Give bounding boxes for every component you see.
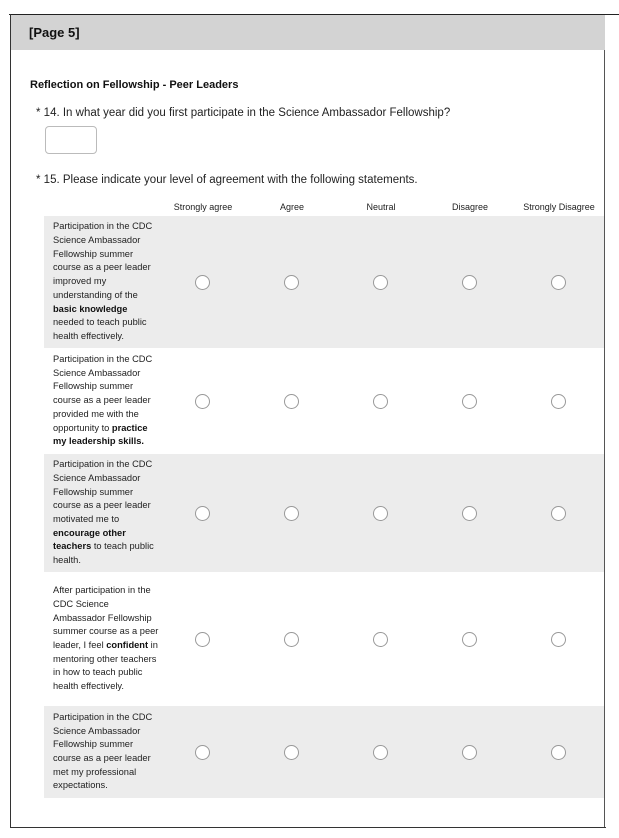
radio-agree[interactable] (284, 632, 299, 647)
statement-text (53, 711, 159, 793)
matrix-row (44, 706, 604, 798)
radio-strongly-disagree[interactable] (551, 632, 566, 647)
radio-strongly-agree[interactable] (195, 394, 210, 409)
radio-strongly-agree[interactable] (195, 275, 210, 290)
radio-agree[interactable] (284, 745, 299, 760)
radio-disagree[interactable] (462, 275, 477, 290)
statement-bold: encourage other teachers (53, 527, 126, 552)
statement-text (53, 353, 159, 449)
matrix-row (44, 573, 604, 705)
radio-strongly-disagree[interactable] (551, 506, 566, 521)
section-title: Reflection on Fellowship - Peer Leaders (30, 79, 239, 91)
statement-bold: basic knowledge (53, 303, 128, 314)
matrix-row (44, 216, 604, 348)
radio-strongly-agree[interactable] (195, 632, 210, 647)
statement-post: to teach public health. (53, 541, 154, 566)
radio-strongly-agree[interactable] (195, 745, 210, 760)
statement-pre: Participation in the CDC Science Ambassador Fellowship summer course as a peer leader met my professional expectations. (53, 711, 153, 791)
statement-bold: practice my leadership skills. (53, 422, 148, 447)
question-15-label: * 15. Please indicate your level of agreement with the following statements. (36, 174, 418, 186)
column-header: Neutral (366, 202, 396, 212)
radio-disagree[interactable] (462, 394, 477, 409)
right-border (604, 50, 605, 827)
question-14-label: * 14. In what year did you first participate in the Science Ambassador Fellowship? (36, 107, 451, 119)
radio-disagree[interactable] (462, 745, 477, 760)
matrix-row (44, 454, 604, 572)
statement-pre: Participation in the CDC Science Ambassador Fellowship summer course as a peer leader motivated me to (53, 459, 153, 524)
statement-pre: Participation in the CDC Science Ambassador Fellowship summer course as a peer leader provided me with the opportunity to (53, 354, 153, 433)
year-input[interactable] (45, 126, 97, 154)
radio-strongly-disagree[interactable] (551, 275, 566, 290)
radio-agree[interactable] (284, 506, 299, 521)
column-header: Strongly agree (173, 202, 233, 212)
statement-text (53, 458, 159, 568)
radio-disagree[interactable] (462, 506, 477, 521)
column-header: Strongly Disagree (523, 202, 595, 212)
statement-pre: After participation in the CDC Science Ambassador Fellowship summer course as a peer leader, I feel (53, 585, 159, 650)
radio-disagree[interactable] (462, 632, 477, 647)
page-label: [Page 5] (29, 25, 80, 40)
column-header: Agree (279, 202, 305, 212)
statement-pre: Participation in the CDC Science Ambassador Fellowship summer course as a peer leader improved my understanding of the (53, 221, 153, 300)
radio-neutral[interactable] (373, 394, 388, 409)
column-header: Disagree (451, 202, 489, 212)
radio-agree[interactable] (284, 394, 299, 409)
statement-bold: confident (106, 640, 149, 650)
radio-strongly-agree[interactable] (195, 506, 210, 521)
radio-neutral[interactable] (373, 745, 388, 760)
radio-strongly-disagree[interactable] (551, 394, 566, 409)
radio-strongly-disagree[interactable] (551, 745, 566, 760)
radio-agree[interactable] (284, 275, 299, 290)
statement-post: in mentoring other teachers in how to teach public health effectively. (53, 640, 158, 692)
radio-neutral[interactable] (373, 275, 388, 290)
radio-neutral[interactable] (373, 632, 388, 647)
radio-neutral[interactable] (373, 506, 388, 521)
statement-post: needed to teach public health effectively. (53, 317, 147, 341)
page-header (11, 15, 605, 50)
matrix-row (44, 349, 604, 453)
statement-text (53, 220, 159, 343)
statement-text (53, 584, 159, 694)
